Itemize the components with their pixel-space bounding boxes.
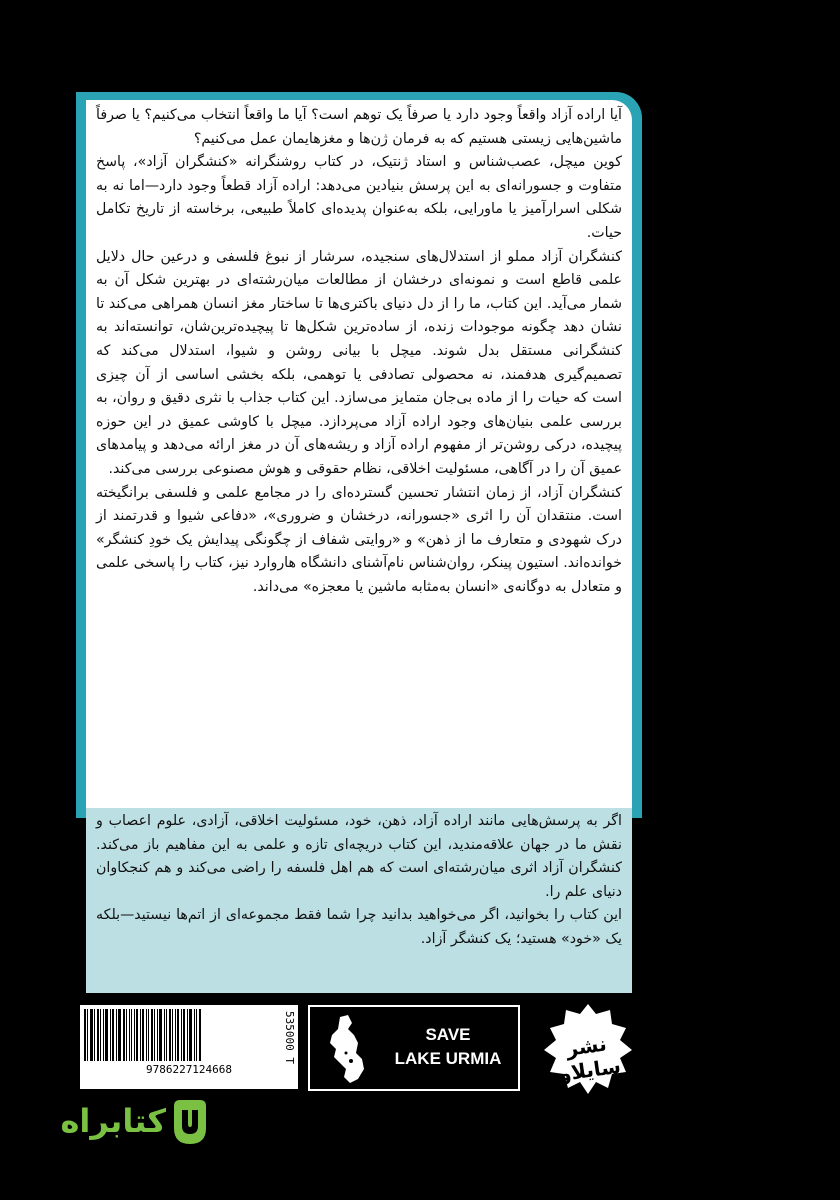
- barcode: [80, 1005, 298, 1089]
- barcode-bar: [142, 1009, 144, 1061]
- barcode-bar: [90, 1009, 93, 1061]
- lake-map-icon: [318, 1013, 378, 1085]
- barcode-bar: [166, 1009, 167, 1061]
- barcode-bar: [194, 1009, 195, 1061]
- barcode-bar: [146, 1009, 147, 1061]
- barcode-bar: [97, 1009, 99, 1061]
- barcode-bar: [181, 1009, 182, 1061]
- barcode-bar: [105, 1009, 108, 1061]
- barcode-bar: [136, 1009, 138, 1061]
- highlight-paragraph-1: اگر به پرسش‌هایی مانند اراده آزاد، ذهن، خود، مسئولیت اخلاقی، آزادی، علوم اعصاب و نقش ما در جهان علاقه‌مندید، این کتاب دریچه‌ای تازه و علمی به این مفاهیم باز می‌کند. کنشگران آزاد اثری میان‌رشته‌ای است که هم اهل فلسفه را راضی می‌کند و هم کنجکاوان دنیای علم را.: [96, 813, 622, 900]
- barcode-bar: [126, 1009, 127, 1061]
- publisher-name: نشر سایلاو: [557, 1031, 623, 1087]
- barcode-bar: [94, 1009, 95, 1061]
- barcode-bar: [110, 1009, 111, 1061]
- isbn-number: 9786227124668: [145, 1063, 233, 1076]
- barcode-bar: [151, 1009, 153, 1061]
- barcode-bar: [148, 1009, 149, 1061]
- barcode-bar: [154, 1009, 155, 1061]
- campaign-text: [380, 1023, 516, 1071]
- barcode-bar: [189, 1009, 192, 1061]
- barcode-bar: [84, 1009, 86, 1061]
- author-paragraph: کوین میچل، عصب‌شناس و استاد ژنتیک، در کتاب روشنگرانه «کنشگران آزاد»، پاسخ متفاوت و جسورانه‌ای به این پرسش بنیادین می‌دهد: اراده آزاد قطعاً وجود دارد—اما نه به شکلی اسرارآمیز یا ماورایی، بلکه به‌عنوان پدیده‌ای کاملاً طبیعی، برخاسته از تاریخ تکامل حیات.: [96, 154, 622, 241]
- barcode-bar: [116, 1009, 117, 1061]
- barcode-bar: [175, 1009, 176, 1061]
- barcode-bar: [140, 1009, 141, 1061]
- reception-paragraph: کنشگران آزاد، از زمان انتشار تحسین گسترده‌ای را در مجامع علمی و فلسفی برانگیخته است. منتقدان آن را اثری «جسورانه، درخشان و ضروری»، «دفاعی شیوا و قدرتمند از درک شهودی و متعارف ما از ذهن» و «روایتی شفاف از چگونگی پیدایش یک خودِ کنشگر» خوانده‌اند. استیون پینکر، روان‌شناس نام‌آشنای دانشگاه هاروارد نیز، کتاب را پاسخی علمی و متعادل به دوگانه‌ی «انسان به‌مثابه ماشین یا معجزه» می‌داند.: [96, 484, 622, 595]
- summary-paragraph: کنشگران آزاد مملو از استدلال‌های سنجیده، سرشار از نبوغ فلسفی و درعین حال دلایل علمی قاطع است و نمونه‌ای درخشان از مطالعات میان‌رشته‌ای در بهترین شکل آن به شمار می‌آید. این کتاب، ما را از دل دنیای باکتری‌ها تا ساختار مغز انسان همراهی می‌کند تا نشان دهد چگونه موجودات زنده، از ساده‌ترین شکل‌ها تا پیچیده‌ترین‌شان، توانسته‌اند به کنشگرانی مستقل بدل شوند. میچل با بیانی روشن و شیوا، استدلال می‌کند که تصمیم‌گیری هدفمند، نه محصولی تصادفی یا توهمی، بلکه بخشی اساسی از آن چیزی است که حیات را از ماده بی‌جان متمایز می‌سازد. این کتاب جذاب با نثری دقیق و روان، به بررسی علمی بنیان‌های وجود اراده آزاد می‌پردازد. میچل با کاوشی عمیق در این حوزه پیچیده، درکی روشن‌تر از مفهوم اراده آزاد و ریشه‌های آن در مغز ارائه می‌دهد و پیامدهای عمیق آن را در آگاهی، مسئولیت اخلاقی، نظام حقوقی و هوش مصنوعی بررسی می‌کند.: [96, 248, 622, 477]
- barcode-bar: [157, 1009, 158, 1061]
- barcode-bar: [134, 1009, 135, 1061]
- publisher-logo: [540, 1000, 636, 1096]
- barcode-bars: [84, 1009, 294, 1061]
- barcode-bar: [172, 1009, 173, 1061]
- campaign-line-1: SAVE: [425, 1025, 471, 1044]
- barcode-bar: [123, 1009, 125, 1061]
- barcode-bar: [187, 1009, 188, 1061]
- intro-paragraph: آیا اراده آزاد واقعاً وجود دارد یا صرفاً یک توهم است؟ آیا ما واقعاً انتخاب می‌کنیم؟ یا صرفاً ماشین‌هایی زیستی هستیم که به فرمان ژن‌ها و مغزهایمان عمل می‌کنیم؟: [96, 107, 622, 147]
- barcode-bar: [112, 1009, 114, 1061]
- barcode-bar: [131, 1009, 132, 1061]
- barcode-bar: [169, 1009, 171, 1061]
- barcode-bar: [199, 1009, 201, 1061]
- highlight-paragraph-2: این کتاب را بخوانید، اگر می‌خواهید بدانید چرا شما فقط مجموعه‌ای از اتم‌ها نیستید—بلکه یک «خود» هستید؛ یک کنشگر آزاد.: [96, 907, 622, 947]
- barcode-bar: [159, 1009, 162, 1061]
- highlight-box: [86, 808, 632, 993]
- store-name: کتابراه: [60, 1102, 166, 1140]
- barcode-bar: [183, 1009, 185, 1061]
- price-label: 535000 T: [283, 1011, 296, 1064]
- barcode-bar: [118, 1009, 121, 1061]
- ketabrah-mark-icon: [168, 1098, 212, 1146]
- campaign-line-2: LAKE URMIA: [394, 1049, 502, 1068]
- barcode-bar: [164, 1009, 165, 1061]
- barcode-bar: [129, 1009, 130, 1061]
- barcode-bar: [196, 1009, 197, 1061]
- barcode-bar: [177, 1009, 179, 1061]
- save-lake-urmia-badge: [308, 1005, 520, 1091]
- barcode-bar: [87, 1009, 88, 1061]
- ketabrah-logo: [38, 1098, 218, 1148]
- barcode-bar: [103, 1009, 104, 1061]
- barcode-bar: [100, 1009, 101, 1061]
- description-panel: [86, 100, 632, 808]
